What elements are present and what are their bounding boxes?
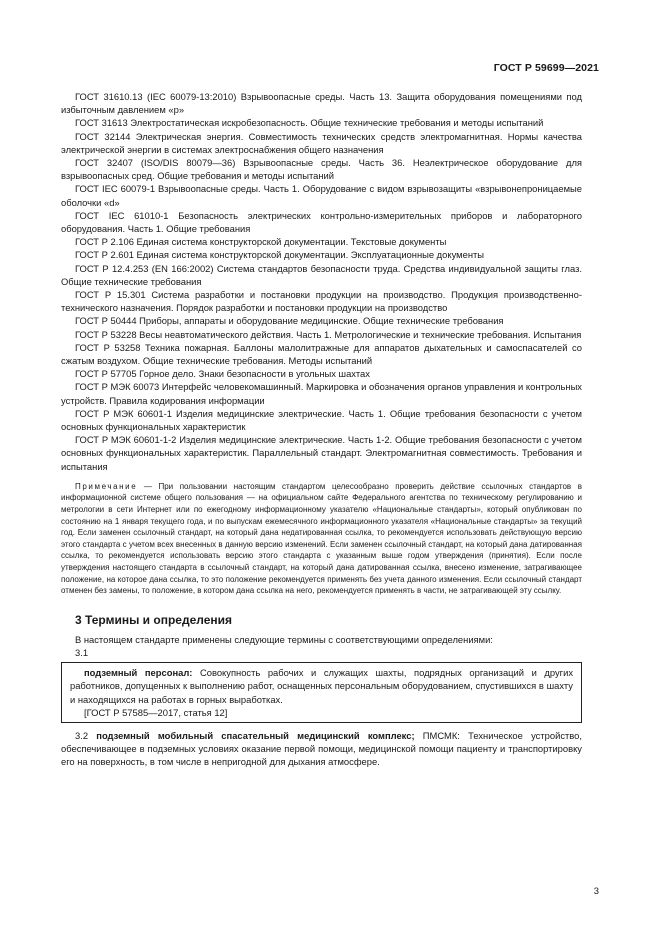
reference-item: ГОСТ Р 2.106 Единая система конструкторской документации. Текстовые документы bbox=[75, 236, 447, 248]
reference-item: ГОСТ Р 2.601 Единая система конструкторской документации. Эксплуатационные документы bbox=[75, 249, 485, 261]
reference-item: ГОСТ IEC 61010-1 Безопасность электрических контрольно-измерительных приборов и лабораторного оборудования. Часть 1. Общие требования bbox=[61, 209, 582, 235]
document-header: ГОСТ Р 59699—2021 bbox=[493, 62, 599, 74]
term-definition-box bbox=[61, 662, 582, 723]
reference-item: ГОСТ 32407 (ISO/DIS 80079—36) Взрывоопасные среды. Часть 36. Неэлектрическое оборудование для взрывоопасных сред. Общие требования и методы испытаний bbox=[61, 157, 582, 182]
reference-item: ГОСТ Р МЭК 60601-1-2 Изделия медицинские электрические. Часть 1-2. Общие требования безопасности с учетом основных функциональных характеристик. Параллельный стандарт. Электромагнитная совместимость. Требования и испытания bbox=[61, 434, 582, 472]
term-name-2: подземный мобильный спасательный медицинский комплекс; bbox=[96, 730, 415, 742]
page-content bbox=[61, 90, 582, 769]
reference-item: ГОСТ IEC 60079-1 Взрывоопасные среды. Часть 1. Оборудование с видом взрывозащиты «взрывонепроницаемые оболочки «d» bbox=[61, 183, 582, 208]
reference-item: ГОСТ Р 53228 Весы неавтоматического действия. Часть 1. Метрологические и технические требования. Испытания bbox=[75, 328, 582, 340]
reference-item: ГОСТ Р 53258 Техника пожарная. Баллоны малолитражные для аппаратов дыхательных и самоспасателей со сжатым воздухом. Общие технические требования. Методы испытаний bbox=[61, 341, 582, 367]
reference-item: ГОСТ Р МЭК 60073 Интерфейс человекомашинный. Маркировка и обозначения органов управления и контрольных устройств. Правила кодирования информации bbox=[61, 381, 582, 406]
reference-item: ГОСТ Р 50444 Приборы, аппараты и оборудование медицинские. Общие технические требования bbox=[75, 315, 504, 327]
normative-references-list bbox=[61, 90, 582, 473]
note-label: Примечание bbox=[75, 481, 138, 491]
term-number: 3.1 bbox=[75, 647, 89, 659]
reference-item: ГОСТ Р 15.301 Система разработки и постановки продукции на производство. Продукция производственно-технического назначения. Порядок разработки и постановки продукции на производство bbox=[61, 289, 582, 314]
reference-item: ГОСТ 32144 Электрическая энергия. Совместимость технических средств электромагнитная. Нормы качества электрической энергии в системах электроснабжения общего назначения bbox=[61, 130, 582, 155]
page-number: 3 bbox=[593, 885, 599, 896]
term-text-2: ПМСМК: Техническое устройство, обеспечивающее в подземных условиях оказание первой помощи, медицинской помощи пациенту и транспортировку его на поверхность, в том числе в непригодной для дыхания атмосфере. bbox=[61, 730, 582, 768]
term-definition bbox=[70, 666, 573, 706]
term-number-2: 3.2 bbox=[75, 730, 89, 742]
term-source: [ГОСТ Р 57585—2017, статья 12] bbox=[84, 706, 228, 718]
term-name: подземный персонал: bbox=[84, 667, 193, 679]
reference-item: ГОСТ 31613 Электростатическая искробезопасность. Общие технические требования и методы испытаний bbox=[75, 117, 544, 129]
reference-item: ГОСТ Р МЭК 60601-1 Изделия медицинские электрические. Часть 1. Общие требования безопасности с учетом основных функциональных характеристик bbox=[61, 407, 582, 433]
references-note bbox=[61, 481, 582, 597]
reference-item: ГОСТ Р 12.4.253 (EN 166:2002) Система стандартов безопасности труда. Средства индивидуальной защиты глаз. Общие технические требования bbox=[61, 262, 582, 287]
reference-item: ГОСТ Р 57705 Горное дело. Знаки безопасности в угольных шахтах bbox=[75, 368, 370, 380]
term-definition-2 bbox=[61, 729, 582, 769]
note-text: — При пользовании настоящим стандартом целесообразно проверить действие ссылочных стандартов в информационной системе общего пользования — на официальном сайте Федерального агентства по техническому регулированию и метрологии в сети Интернет или по ежегодному информационному указателю «Национальные стандарты», который опубликован по состоянию на 1 января текущего года, и по выпускам ежемесячного информационного указателя «Национальные стандарты» за текущий год. Если заменен ссылочный стандарт, на который дана недатированная ссылка, то рекомендуется использовать действующую версию этого стандарта с учетом всех внесенных в данную версию изменений. Если заменен ссылочный стандарт, на который дана датированная ссылка, то рекомендуется использовать версию этого стандарта с указанным выше годом утверждения (принятия). Если после утверждения настоящего стандарта в ссылочный стандарт, на который дана датированная ссылка, внесено изменение, затрагивающее положение, на которое дана ссылка, то это положение рекомендуется применять без учета данного изменения. Если ссылочный стандарт отменен без замены, то положение, в котором дана ссылка на него, рекомендуется применять в части, не затрагивающей эту ссылку. bbox=[61, 481, 582, 596]
section-intro: В настоящем стандарте применены следующие термины с соответствующими определениями: bbox=[75, 633, 493, 645]
section-title: 3 Термины и определения bbox=[75, 612, 233, 627]
reference-item: ГОСТ 31610.13 (IEC 60079-13:2010) Взрывоопасные среды. Часть 13. Защита оборудования помещениями под избыточным давлением «р» bbox=[61, 91, 582, 116]
term-text: Совокупность рабочих и служащих шахты, подрядных организаций и других работников, допущенных к выполнению работ, оснащенных персональным оборудованием, спустившихся в шахту и находящихся на работах в горных выработках. bbox=[70, 667, 574, 705]
